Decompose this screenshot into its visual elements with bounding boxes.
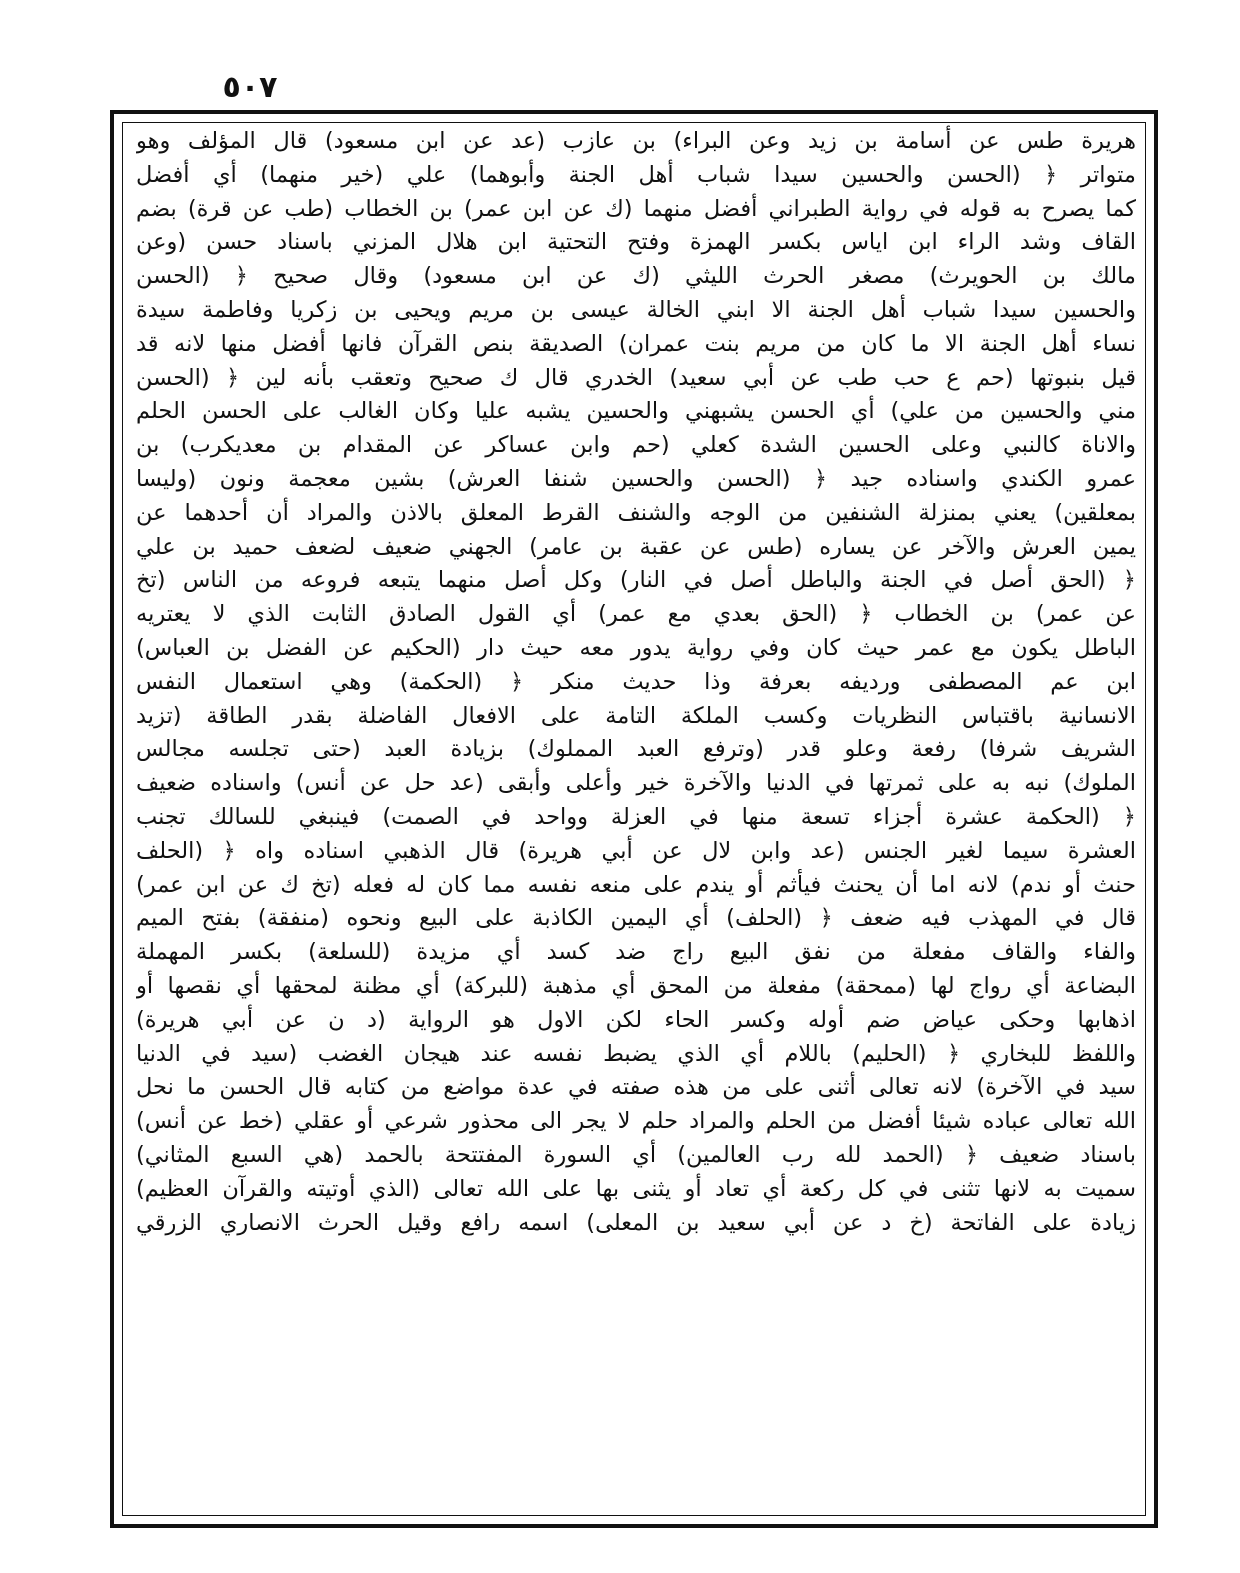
text-line: زيادة على الفاتحة (خ د عن أبي سعيد بن المعلى) اسمه رافع وقيل الحرث الانصاري الزرقي	[136, 1209, 1136, 1236]
text-line: سيد في الآخرة) لانه تعالى أثنى على من هذه صفته في عدة مواضع من كتابه قال الحسن ما نحل	[136, 1074, 1136, 1101]
text-line: عمرو الكندي واسناده جيد ﴿ (الحسن والحسين شنفا العرش) بشين معجمة ونون (وليسا	[136, 465, 1136, 492]
text-line: البضاعة أي رواج لها (ممحقة) مفعلة من المحق أي مذهبة (للبركة) أي مظنة لمحقها أي نقصها أو	[136, 972, 1136, 999]
text-line: نساء أهل الجنة الا ما كان من مريم بنت عمران) الصديقة بنص القرآن فانها أفضل منها لانه قد	[136, 330, 1136, 357]
text-line: قال في المهذب فيه ضعف ﴿ (الحلف) أي اليمين الكاذبة على البيع ونحوه (منفقة) بفتح الميم	[136, 905, 1136, 932]
page-number: ٥٠٧	[222, 70, 278, 105]
text-line: كما يصرح به قوله في رواية الطبراني أفضل منهما (ك عن ابن عمر) بن الخطاب (طب عن قرة) بضم	[136, 195, 1136, 222]
text-line: ابن عم المصطفى ورديفه بعرفة وذا حديث منكر ﴿ (الحكمة) وهي استعمال النفس	[136, 668, 1136, 695]
text-line: اذهابها وحكى عياض ضم أوله وكسر الحاء لكن الاول هو الرواية (د ن عن أبي هريرة)	[136, 1006, 1136, 1033]
text-line: العشرة سيما لغير الجنس (عد وابن لال عن أبي هريرة) قال الذهبي اسناده واه ﴿ (الحلف	[136, 837, 1136, 864]
text-line: القاف وشد الراء ابن اياس بكسر الهمزة وفتح التحتية ابن هلال المزني باسناد حسن (وعن	[136, 229, 1136, 256]
text-line: قيل بنبوتها (حم ع حب طب عن أبي سعيد) الخدري قال ك صحيح وتعقب بأنه لين ﴿ (الحسن	[136, 364, 1136, 391]
text-line: سميت به لانها تثنى في كل ركعة أي تعاد أو يثنى بها على الله تعالى (الذي أوتيته والقرآن العظيم)	[136, 1175, 1136, 1202]
text-line: متواتر ﴿ (الحسن والحسين سيدا شباب أهل الجنة وأبوهما) علي (خير منهما) أي أفضل	[136, 161, 1136, 188]
main-text-body	[136, 125, 1136, 1513]
text-line: الانسانية باقتباس النظريات وكسب الملكة التامة على الافعال الفاضلة بقدر الطاقة (تزيد	[136, 702, 1136, 729]
text-line: الملوك) نبه به على ثمرتها في الدنيا والآخرة خير وأعلى وأبقى (عد حل عن أنس) واسناده ضعيف	[136, 770, 1136, 797]
text-line: هريرة طس عن أسامة بن زيد وعن البراء) بن عازب (عد عن ابن مسعود) قال المؤلف وهو	[136, 128, 1136, 154]
text-line: والحسين سيدا شباب أهل الجنة الا ابني الخالة عيسى بن مريم ويحيى بن زكريا وفاطمة سيدة	[136, 296, 1136, 323]
text-line: يمين العرش والآخر عن يساره (طس عن عقبة بن عامر) الجهني ضعيف لضعف حميد بن علي	[136, 533, 1136, 560]
text-line: مني والحسين من علي) أي الحسن يشبهني والحسين يشبه عليا وكان الغالب على الحسن الحلم	[136, 398, 1136, 425]
text-line: حنث أو ندم) لانه اما أن يحنث فيأثم أو يندم على منعه نفسه مما كان له فعله (تخ ك عن ابن عمر)	[136, 871, 1136, 898]
text-line: بمعلقين) يعني بمنزلة الشنفين من الوجه والشنف القرط المعلق بالاذن والمراد أن أحدهما عن	[136, 499, 1136, 526]
text-line: الشريف شرفا) رفعة وعلو قدر (وترفع العبد المملوك) بزيادة العبد (حتى تجلسه مجالس	[136, 736, 1136, 763]
text-line: واللفظ للبخاري ﴿ (الحليم) باللام أي الذي يضبط نفسه عند هيجان الغضب (سيد في الدنيا	[136, 1040, 1136, 1067]
text-line: والاناة كالنبي وعلى الحسين الشدة كعلي (حم وابن عساكر عن المقدام بن معديكرب) بن	[136, 432, 1136, 459]
text-line: عن عمر) بن الخطاب ﴿ (الحق بعدي مع عمر) أي القول الصادق الثابت الذي لا يعتريه	[136, 601, 1136, 628]
text-line: ﴿ (الحكمة عشرة أجزاء تسعة منها في العزلة وواحد في الصمت) فينبغي للسالك تجنب	[136, 803, 1136, 830]
text-line: الله تعالى عباده شيئا أفضل من الحلم والمراد حلم لا يجر الى محذور شرعي أو عقلي (خط عن أنس)	[136, 1108, 1136, 1135]
text-line: ﴿ (الحق أصل في الجنة والباطل أصل في النار) وكل أصل منهما يتبعه فروعه من الناس (تخ	[136, 567, 1136, 594]
text-line: الباطل يكون مع عمر حيث كان وفي رواية يدور معه حيث دار (الحكيم عن الفضل بن العباس)	[136, 634, 1136, 661]
text-line: والفاء والقاف مفعلة من نفق البيع راج ضد كسد أي مزيدة (للسلعة) بكسر المهملة	[136, 939, 1136, 966]
text-line: باسناد ضعيف ﴿ (الحمد لله رب العالمين) أي السورة المفتتحة بالحمد (هي السبع المثاني)	[136, 1141, 1136, 1168]
text-line: مالك بن الحويرث) مصغر الحرث الليثي (ك عن ابن مسعود) وقال صحيح ﴿ (الحسن	[136, 263, 1136, 290]
